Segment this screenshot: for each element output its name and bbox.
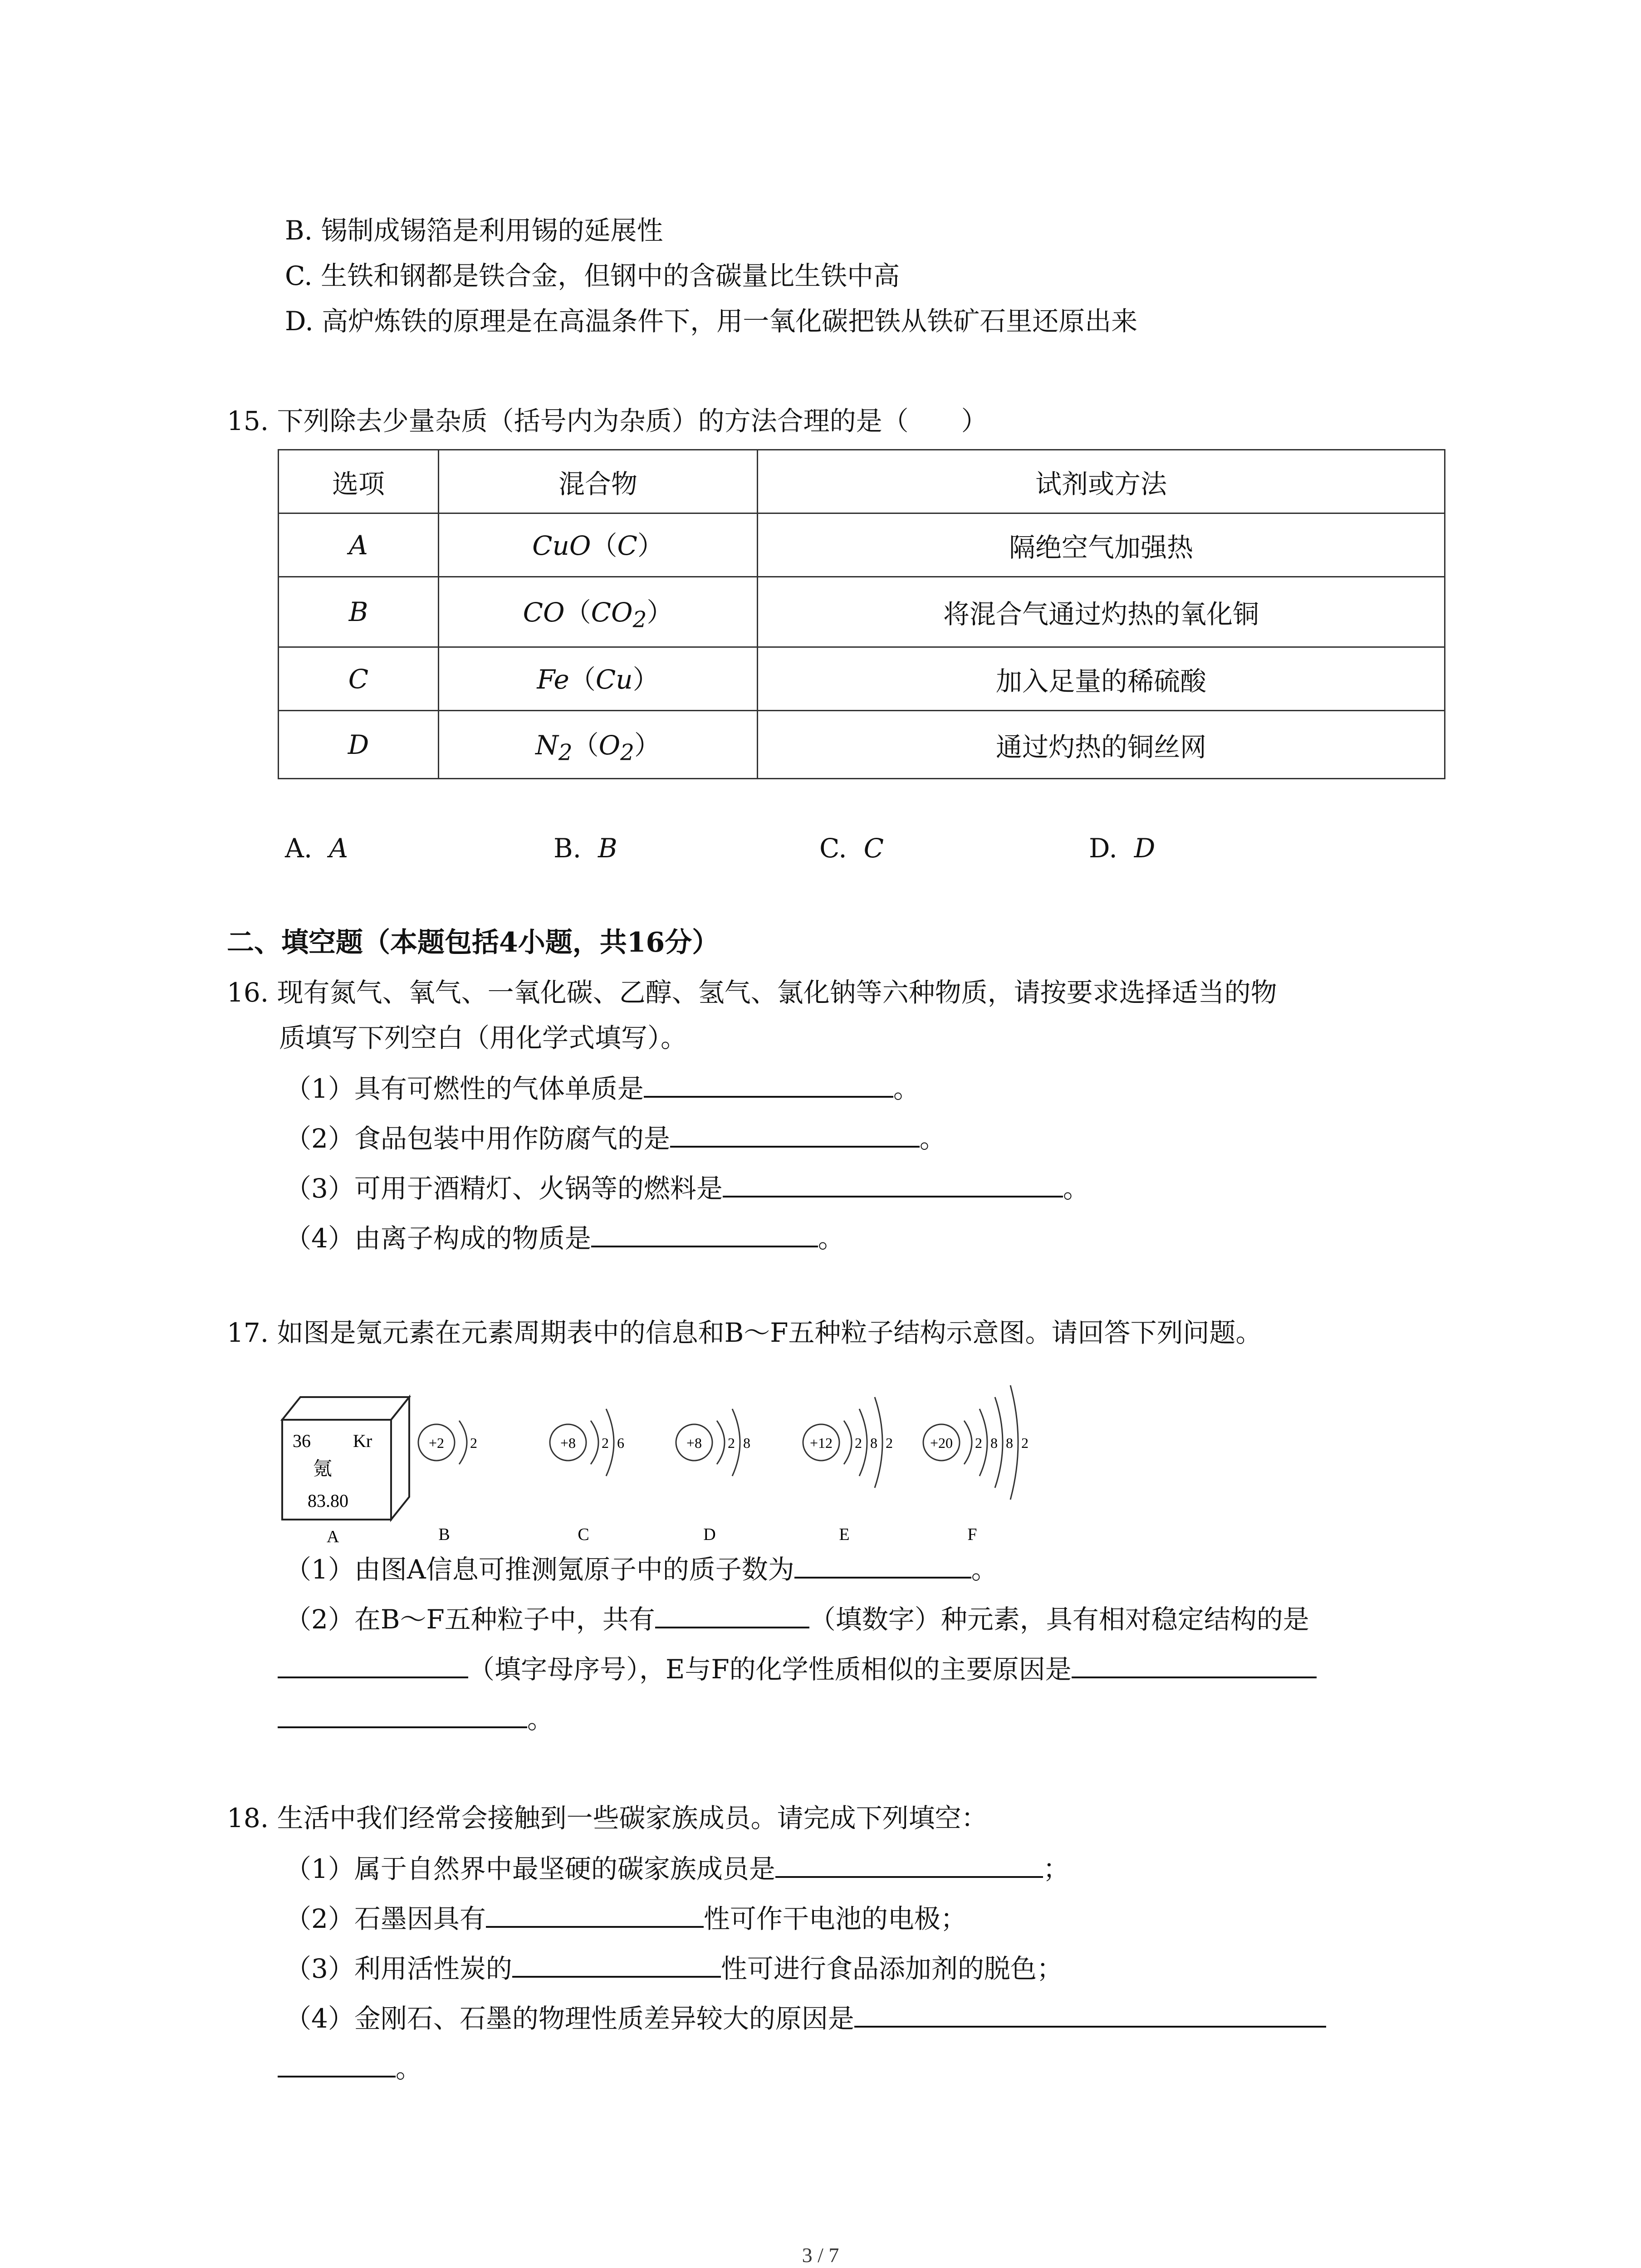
q18-part2: （2）石墨因具有 性可作干电池的电极； bbox=[285, 1900, 967, 1937]
q17-part2-end: 。 bbox=[278, 1700, 554, 1737]
electron-count: 2 bbox=[886, 1435, 893, 1451]
table-row bbox=[279, 711, 1445, 779]
answer-blank[interactable] bbox=[1072, 1650, 1317, 1678]
figure-label: C bbox=[578, 1525, 589, 1544]
atom-b bbox=[418, 1421, 477, 1544]
electron-count: 8 bbox=[990, 1435, 998, 1451]
q16-part2: （2）食品包装中用作防腐气的是 。 bbox=[285, 1119, 946, 1157]
table-row bbox=[279, 577, 1445, 647]
q14-option-d: D. 高炉炼铁的原理是在高温条件下，用一氧化碳把铁从铁矿石里还原出来 bbox=[285, 306, 1138, 337]
row-option: C bbox=[279, 647, 439, 711]
header-method: 试剂或方法 bbox=[758, 450, 1445, 513]
electron-count: 8 bbox=[743, 1435, 750, 1451]
atom-e bbox=[803, 1397, 893, 1544]
q18-stem: 18. 生活中我们经常会接触到一些碳家族成员。请完成下列填空： bbox=[227, 1803, 988, 1833]
electron-count: 2 bbox=[975, 1435, 982, 1451]
choice-d: D. D bbox=[1089, 833, 1156, 864]
answer-blank[interactable] bbox=[278, 1650, 468, 1678]
answer-blank[interactable] bbox=[775, 1850, 1043, 1878]
answer-blank[interactable] bbox=[723, 1169, 1063, 1198]
q18-part3: （3）利用活性炭的 性可进行食品添加剂的脱色； bbox=[285, 1950, 1063, 1987]
electron-count: 2 bbox=[470, 1435, 477, 1451]
figure-label: F bbox=[967, 1525, 977, 1544]
row-method: 将混合气通过灼热的氧化铜 bbox=[758, 577, 1445, 647]
table-header-row bbox=[279, 450, 1445, 513]
electron-shell bbox=[844, 1421, 852, 1464]
electron-count: 6 bbox=[617, 1435, 624, 1451]
q17-figure bbox=[277, 1370, 1029, 1551]
row-option: A bbox=[279, 513, 439, 577]
row-method: 加入足量的稀硫酸 bbox=[758, 647, 1445, 711]
answer-blank[interactable] bbox=[644, 1070, 893, 1098]
section-title: 二、填空题（本题包括4小题，共16分） bbox=[227, 927, 720, 958]
electron-count: 2 bbox=[728, 1435, 735, 1451]
row-mixture: $CO(CO_2)$ bbox=[439, 577, 758, 647]
q14-option-c: C. 生铁和钢都是铁合金，但钢中的含碳量比生铁中高 bbox=[285, 260, 900, 291]
figure-label: E bbox=[839, 1525, 850, 1544]
choice-a: A. A bbox=[285, 833, 348, 864]
answer-blank[interactable] bbox=[854, 1999, 1326, 2028]
atomic-mass: 83.80 bbox=[308, 1491, 348, 1511]
choice-c: C. C bbox=[819, 833, 884, 864]
electron-shell bbox=[964, 1421, 972, 1464]
q17-part1: （1）由图A信息可推测氪原子中的质子数为 。 bbox=[285, 1550, 998, 1588]
atomic-number: 36 bbox=[293, 1431, 311, 1451]
answer-blank[interactable] bbox=[591, 1219, 818, 1247]
row-option: B bbox=[279, 577, 439, 647]
q17-part2-cont: （填字母序号），E与F的化学性质相似的主要原因是 bbox=[278, 1650, 1317, 1687]
answer-blank[interactable] bbox=[794, 1550, 971, 1579]
figure-label: D bbox=[703, 1525, 716, 1544]
q17-stem: 17. 如图是氪元素在元素周期表中的信息和B～F五种粒子结构示意图。请回答下列问题。 bbox=[227, 1317, 1262, 1348]
table-row bbox=[279, 647, 1445, 711]
answer-blank[interactable] bbox=[486, 1900, 704, 1928]
electron-count: 2 bbox=[855, 1435, 862, 1451]
electron-count: 8 bbox=[1006, 1435, 1013, 1451]
q15-table bbox=[278, 449, 1445, 779]
q16-part1: （1）具有可燃性的气体单质是 。 bbox=[285, 1070, 920, 1107]
nucleus-charge: +8 bbox=[686, 1435, 702, 1451]
atom-d bbox=[676, 1409, 750, 1544]
electron-count: 2 bbox=[602, 1435, 609, 1451]
q18-part4-end: 。 bbox=[278, 2049, 422, 2087]
table-row bbox=[279, 513, 1445, 577]
answer-blank[interactable] bbox=[655, 1600, 809, 1628]
element-name: 氪 bbox=[313, 1459, 333, 1480]
electron-count: 2 bbox=[1021, 1435, 1029, 1451]
page-number: 3 / 7 bbox=[802, 2244, 839, 2267]
q14-option-b: B. 锡制成锡箔是利用锡的延展性 bbox=[285, 215, 663, 246]
electron-shell bbox=[591, 1421, 598, 1464]
q15-stem: 15. 下列除去少量杂质（括号内为杂质）的方法合理的是（ ） bbox=[227, 406, 988, 436]
nucleus-charge: +12 bbox=[809, 1435, 833, 1451]
q16-part3: （3）可用于酒精灯、火锅等的燃料是 。 bbox=[285, 1169, 1089, 1207]
figure-label-a: A bbox=[327, 1527, 339, 1546]
row-method: 隔绝空气加强热 bbox=[758, 513, 1445, 577]
nucleus-charge: +8 bbox=[560, 1435, 576, 1451]
q16-part4: （4）由离子构成的物质是 。 bbox=[285, 1219, 844, 1256]
row-method: 通过灼热的铜丝网 bbox=[758, 711, 1445, 779]
atom-f bbox=[923, 1385, 1029, 1544]
answer-blank[interactable] bbox=[512, 1950, 721, 1978]
electron-count: 8 bbox=[870, 1435, 877, 1451]
row-mixture: CuO（C） bbox=[439, 513, 758, 577]
q18-part1: （1）属于自然界中最坚硬的碳家族成员是 ； bbox=[285, 1850, 1069, 1887]
answer-blank[interactable] bbox=[278, 2049, 396, 2077]
nucleus-charge: +2 bbox=[428, 1435, 445, 1451]
row-mixture: Fe（Cu） bbox=[439, 647, 758, 711]
header-option: 选项 bbox=[279, 450, 439, 513]
figure-label: B bbox=[438, 1525, 450, 1544]
row-option: D bbox=[279, 711, 439, 779]
row-mixture: $N_2(O_2)$ bbox=[439, 711, 758, 779]
header-mixture: 混合物 bbox=[439, 450, 758, 513]
answer-blank[interactable] bbox=[670, 1119, 920, 1148]
electron-shell bbox=[459, 1421, 467, 1464]
q17-part2: （2）在B～F五种粒子中，共有 （填数字）种元素，具有相对稳定结构的是 bbox=[285, 1600, 1309, 1637]
answer-blank[interactable] bbox=[278, 1700, 527, 1728]
element-symbol: Kr bbox=[353, 1431, 372, 1451]
q16-stem-line1: 16. 现有氮气、氧气、一氧化碳、乙醇、氢气、氯化钠等六种物质，请按要求选择适当的物 bbox=[227, 977, 1277, 1008]
nucleus-charge: +20 bbox=[930, 1435, 953, 1451]
q16-stem-line2: 质填写下列空白（用化学式填写）。 bbox=[279, 1022, 687, 1053]
atom-c bbox=[550, 1409, 624, 1544]
choice-b: B. B bbox=[554, 833, 617, 864]
electron-shell bbox=[717, 1421, 725, 1464]
atom-diagrams bbox=[418, 1385, 1029, 1544]
q18-part4: （4）金刚石、石墨的物理性质差异较大的原因是 bbox=[285, 1999, 1326, 2037]
periodic-cell-icon bbox=[282, 1397, 409, 1546]
